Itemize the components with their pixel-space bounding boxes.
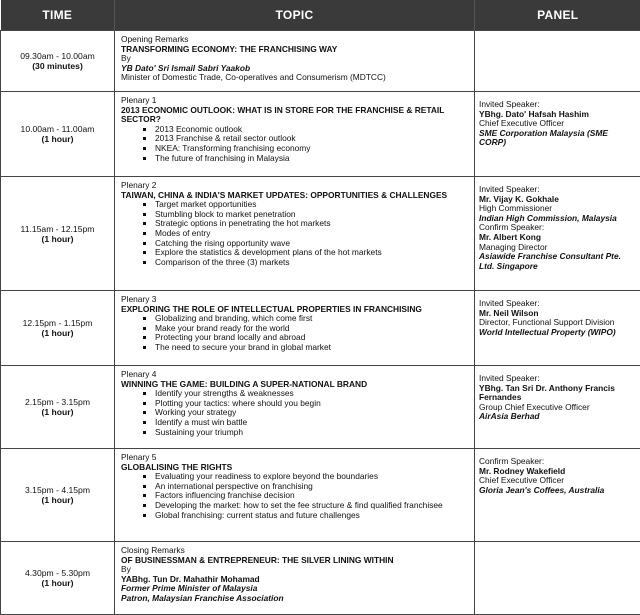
list-item: ▪ 2013 Franchise & retail sector outlook <box>155 134 470 144</box>
duration: (30 minutes) <box>1 61 114 71</box>
panel-speaker-name: YBhg. Tan Sri Dr. Anthony Francis Fernandes <box>479 384 637 403</box>
session-title: EXPLORING THE ROLE OF INTELLECTUAL PROPERTIES IN FRANCHISING <box>121 305 470 315</box>
list-item: ▪ Working your strategy <box>155 408 470 418</box>
session-title: WINNING THE GAME: BUILDING A SUPER-NATIONAL BRAND <box>121 380 470 390</box>
time-cell <box>1 177 115 291</box>
list-item: ▪ Globalizing and branding, which come first <box>155 314 470 324</box>
list-item: ▪ Identify your strengths & weaknesses <box>155 389 470 399</box>
list-item: ▪ Plotting your tactics: where should you begin <box>155 399 470 409</box>
list-item: ▪ Developing the market: how to set the fee structure & find qualified franchisee <box>155 501 470 511</box>
time-range: 11.15am - 12.15pm <box>21 224 95 234</box>
table-row <box>1 449 640 542</box>
session-title: 2013 ECONOMIC OUTLOOK: WHAT IS IN STORE FOR THE FRANCHISE & RETAIL SECTOR? <box>121 106 470 125</box>
session-label: Plenary 3 <box>121 295 470 305</box>
panel-speaker-org: Gloria Jean's Coffees, Australia <box>479 486 637 496</box>
time-range: 3.15pm - 4.15pm <box>25 485 90 495</box>
bullet-list <box>121 314 470 352</box>
speaker-role: Minister of Domestic Trade, Co-operatives and Consumerism (MDTCC) <box>121 73 470 83</box>
list-item: ▪ Factors influencing franchise decision <box>155 491 470 501</box>
by-label: By <box>121 54 470 64</box>
session-label: Plenary 5 <box>121 453 470 463</box>
speaker-role: Former Prime Minister of Malaysia <box>121 584 470 594</box>
panel-speaker-name: Mr. Albert Kong <box>479 233 637 243</box>
panel-speaker-role: Managing Director <box>479 243 637 253</box>
list-item: ▪ Evaluating your readiness to explore beyond the boundaries <box>155 472 470 482</box>
header-time: TIME <box>1 0 115 31</box>
panel-heading: Invited Speaker: <box>479 185 637 195</box>
panel-speaker-name: Mr. Vijay K. Gokhale <box>479 195 637 205</box>
bullet-list <box>121 389 470 437</box>
panel-cell <box>475 542 640 615</box>
panel-speaker-role: Group Chief Executive Officer <box>479 403 637 413</box>
list-item: ▪ The future of franchising in Malaysia <box>155 154 470 164</box>
list-item: ▪ NKEA: Transforming franchising economy <box>155 144 470 154</box>
duration: (1 hour) <box>1 407 114 417</box>
session-title: OF BUSINESSMAN & ENTREPRENEUR: THE SILVER LINING WITHIN <box>121 556 470 566</box>
panel-heading: Invited Speaker: <box>479 299 637 309</box>
bullet-list <box>121 125 470 163</box>
panel-cell <box>475 291 640 366</box>
panel-speaker-role: Director, Functional Support Division <box>479 318 637 328</box>
topic-cell <box>115 31 475 92</box>
duration: (1 hour) <box>1 328 114 338</box>
session-label: Plenary 1 <box>121 96 470 106</box>
time-range: 09.30am - 10.00am <box>20 51 95 61</box>
session-title: TAIWAN, CHINA & INDIA'S MARKET UPDATES: OPPORTUNITIES & CHALLENGES <box>121 191 470 201</box>
duration: (1 hour) <box>1 234 114 244</box>
duration: (1 hour) <box>1 495 114 505</box>
header-panel: PANEL <box>475 0 640 31</box>
list-item: ▪ Protecting your brand locally and abroad <box>155 333 470 343</box>
panel-cell <box>475 31 640 92</box>
panel-speaker-org: Asiawide Franchise Consultant Pte. Ltd. Singapore <box>479 252 637 271</box>
panel-speaker-name: YBhg. Dato' Hafsah Hashim <box>479 110 637 120</box>
header-topic: TOPIC <box>115 0 475 31</box>
table-row <box>1 92 640 177</box>
panel-heading: Confirm Speaker: <box>479 457 637 467</box>
list-item: ▪ Global franchising: current status and future challenges <box>155 511 470 521</box>
time-cell <box>1 366 115 449</box>
list-item: ▪ The need to secure your brand in global market <box>155 343 470 353</box>
list-item: ▪ Strategic options in penetrating the hot markets <box>155 219 470 229</box>
panel-speaker-org: AirAsia Berhad <box>479 412 637 422</box>
panel-speaker-name: Mr. Neil Wilson <box>479 309 637 319</box>
table-row <box>1 31 640 92</box>
topic-cell <box>115 449 475 542</box>
speaker-name: YABhg. Tun Dr. Mahathir Mohamad <box>121 575 470 585</box>
duration: (1 hour) <box>1 578 114 588</box>
session-label: Plenary 4 <box>121 370 470 380</box>
session-label: Closing Remarks <box>121 546 470 556</box>
panel-cell <box>475 92 640 177</box>
list-item: ▪ Comparison of the three (3) markets <box>155 258 470 268</box>
speaker-role: Patron, Malaysian Franchise Association <box>121 594 470 604</box>
panel-cell <box>475 449 640 542</box>
list-item: ▪ An international perspective on franchising <box>155 482 470 492</box>
time-range: 4.30pm - 5.30pm <box>25 568 90 578</box>
table-row <box>1 291 640 366</box>
table-row <box>1 542 640 615</box>
panel-heading: Invited Speaker: <box>479 374 637 384</box>
by-label: By <box>121 565 470 575</box>
duration: (1 hour) <box>1 134 114 144</box>
bullet-list <box>121 200 470 267</box>
panel-speaker-role: Chief Executive Officer <box>479 119 637 129</box>
list-item: ▪ Make your brand ready for the world <box>155 324 470 334</box>
list-item: ▪ Modes of entry <box>155 229 470 239</box>
table-row <box>1 366 640 449</box>
time-cell <box>1 542 115 615</box>
list-item: ▪ Catching the rising opportunity wave <box>155 239 470 249</box>
topic-cell <box>115 92 475 177</box>
panel-heading: Confirm Speaker: <box>479 223 637 233</box>
panel-speaker-org: SME Corporation Malaysia (SME CORP) <box>479 129 637 148</box>
panel-cell <box>475 366 640 449</box>
list-item: ▪ 2013 Economic outlook <box>155 125 470 135</box>
panel-speaker-role: Chief Executive Officer <box>479 476 637 486</box>
topic-cell <box>115 366 475 449</box>
panel-speaker-role: High Commissioner <box>479 204 637 214</box>
session-title: TRANSFORMING ECONOMY: THE FRANCHISING WAY <box>121 45 470 55</box>
panel-speaker-org: Indian High Commission, Malaysia <box>479 214 637 224</box>
list-item: ▪ Target market opportunities <box>155 200 470 210</box>
time-range: 10.00am - 11.00am <box>21 124 95 134</box>
topic-cell <box>115 177 475 291</box>
time-cell <box>1 31 115 92</box>
speaker-name: YB Dato' Sri Ismail Sabri Yaakob <box>121 64 470 74</box>
session-label: Plenary 2 <box>121 181 470 191</box>
session-label: Opening Remarks <box>121 35 470 45</box>
table-row <box>1 177 640 291</box>
topic-cell <box>115 542 475 615</box>
header-row <box>1 0 640 31</box>
panel-speaker-org: World Intellectual Property (WIPO) <box>479 328 637 338</box>
time-cell <box>1 291 115 366</box>
time-range: 2.15pm - 3.15pm <box>25 397 90 407</box>
topic-cell <box>115 291 475 366</box>
list-item: ▪ Explore the statistics & development plans of the hot markets <box>155 248 470 258</box>
panel-heading: Invited Speaker: <box>479 100 637 110</box>
time-cell <box>1 449 115 542</box>
session-title: GLOBALISING THE RIGHTS <box>121 463 470 473</box>
panel-cell <box>475 177 640 291</box>
time-cell <box>1 92 115 177</box>
list-item: ▪ Stumbling block to market penetration <box>155 210 470 220</box>
bullet-list <box>121 472 470 520</box>
list-item: ▪ Identify a must win battle <box>155 418 470 428</box>
time-range: 12.15pm - 1.15pm <box>23 318 93 328</box>
panel-speaker-name: Mr. Rodney Wakefield <box>479 467 637 477</box>
list-item: ▪ Sustaining your triumph <box>155 428 470 438</box>
